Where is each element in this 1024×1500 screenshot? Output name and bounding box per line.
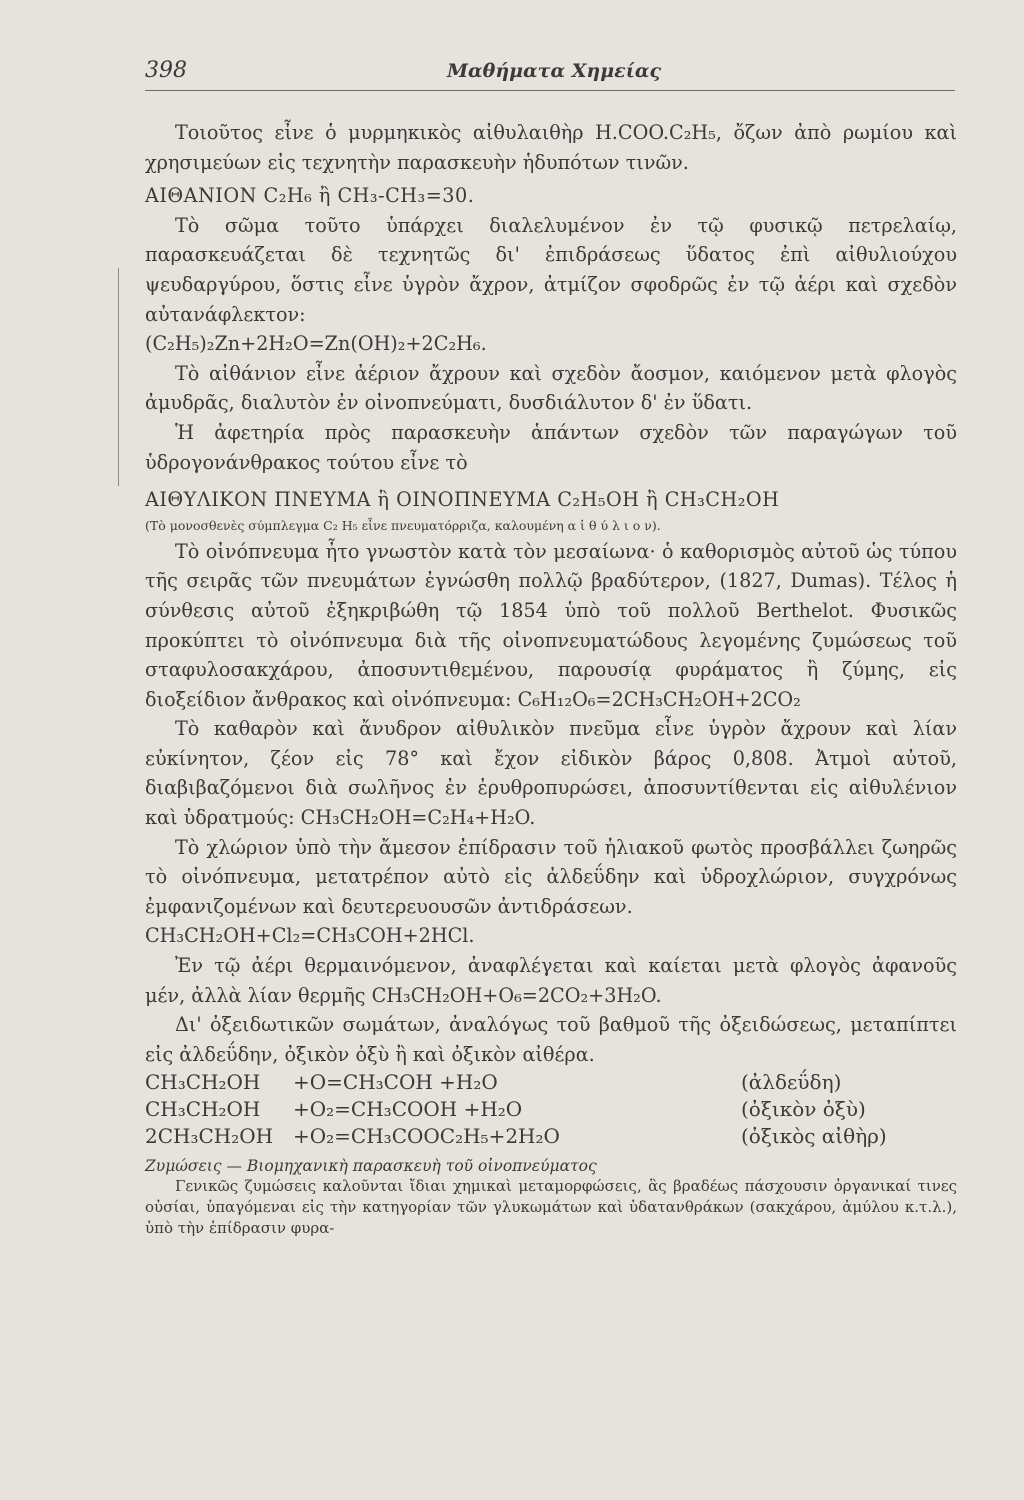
paragraph-ethane-preparation: Τὸ σῶμα τοῦτο ὑπάρχει διαλελυμένον ἐν τῷ φυσικῷ πετρελαίῳ, παρασκευάζεται δὲ τεχνητῶς δι' ἐπιδράσεως ὕδατος ἐπὶ αἰθυλιούχου ψευδαργύρου, ὅστις εἶνε ὑγρὸν ἄχρον, ἀτμίζον σφοδρῶς ἐν τῷ ἀέρι καὶ σχεδὸν αὐτανάφλεκτον: [145, 213, 957, 326]
page-header [145, 58, 955, 91]
reaction-product-name: (ἀλδεΰδη) [741, 1070, 842, 1095]
paragraph-ethane-properties: Τὸ αἰθάνιον εἶνε ἀέριον ἄχρουν καὶ σχεδὸν ἄοσμον, καιόμενον μετὰ φλογὸς ἀμυδρᾶς, διαλυτὸν ἐν οἰνοπνεύματι, δυσδιάλυτον δ' ἐν ὕδατι. [145, 361, 957, 415]
reaction-line [145, 1096, 957, 1123]
reaction-reactant: CH₃CH₂OH [145, 1097, 261, 1122]
heading-ethanol: ΑΙΘΥΛΙΚΟΝ ΠΝΕΥΜΑ ἢ ΟΙΝΟΠΝΕΥΜΑ C₂H₅OH ἢ CH₃CH₂OH [145, 488, 780, 512]
equation-ethane: (C₂H₅)₂Zn+2H₂O=Zn(OH)₂+2C₂H₆. [145, 332, 487, 356]
reaction-products: +O₂=CH₃COOC₂H₅+2H₂O [293, 1124, 560, 1149]
page-number: 398 [145, 58, 187, 83]
margin-mark [118, 268, 119, 486]
section-subheading-fermentation: Ζυμώσεις — Βιομηχανικὴ παρασκευὴ τοῦ οἰνοπνεύματος [145, 1157, 597, 1176]
reaction-product-name: (ὀξικὸς αἰθὴρ) [741, 1124, 887, 1149]
running-title: Μαθήματα Χημείας [447, 60, 662, 82]
paragraph-ethanol-properties: Τὸ καθαρὸν καὶ ἄνυδρον αἰθυλικὸν πνεῦμα εἶνε ὑγρὸν ἄχρουν καὶ λίαν εὐκίνητον, ζέον εἰς 78° καὶ ἔχον εἰδικὸν βάρος 0,808. Ἀτμοὶ αὐτοῦ, διαβιβαζόμενοι διὰ σωλῆνος ἐν ἐρυθροπυρώσει, ἀποσυντίθενται εἰς αἰθυλένιον καὶ ὑδρατμούς: CH₃CH₂OH=C₂H₄+H₂O. [145, 717, 957, 830]
paragraph-derivatives: Ἡ ἀφετηρία πρὸς παρασκευὴν ἁπάντων σχεδὸν τῶν παραγώγων τοῦ ὑδρογονάνθρακος τούτου εἶνε τὸ [145, 420, 957, 474]
reaction-products: +O₂=CH₃COOH +H₂O [293, 1097, 523, 1122]
page-body [145, 118, 957, 1239]
reaction-reactant: CH₃CH₂OH [145, 1070, 261, 1095]
paragraph-formic-ester: Τοιοῦτος εἶνε ὁ μυρμηκικὸς αἰθυλαιθὴρ H.COO.C₂H₅, ὄζων ἀπὸ ρωμίου καὶ χρησιμεύων εἰς τεχνητὴν παρασκευὴν ἡδυπότων τινῶν. [145, 121, 957, 174]
reaction-products: +O=CH₃COH +H₂O [293, 1070, 498, 1095]
reaction-line [145, 1123, 957, 1150]
reaction-line [145, 1069, 957, 1096]
paragraph-combustion: Ἐν τῷ ἀέρι θερμαινόμενον, ἀναφλέγεται καὶ καίεται μετὰ φλογὸς ἀφανοῦς μέν, ἀλλὰ λίαν θερμῆς CH₃CH₂OH+O₆=2CO₂+3H₂O. [145, 954, 957, 1007]
note-ethyl-radical: (Τὸ μονοσθενὲς σύμπλεγμα C₂ H₅ εἶνε πνευματόρριζα, καλουμένη α ἰ θ ύ λ ι ο ν). [145, 517, 661, 533]
paragraph-chlorine: Τὸ χλώριον ὑπὸ τὴν ἄμεσον ἐπίδρασιν τοῦ ἡλιακοῦ φωτὸς προσβάλλει ζωηρῶς τὸ οἰνόπνευμα, μετατρέπον αὐτὸ εἰς ἀλδεΰδην καὶ ὑδροχλώριον, συγχρόνως ἐμφανιζομένων καὶ δευτερευουσῶν ἀντιδράσεων. [145, 835, 957, 918]
paragraph-ethanol-history: Τὸ οἰνόπνευμα ἦτο γνωστὸν κατὰ τὸν μεσαίωνα· ὁ καθορισμὸς αὐτοῦ ὡς τύπου τῆς σειρᾶς τῶν πνευμάτων ἐγνώσθη πολλῷ βραδύτερον, (1827, Dumas). Τέλος ἡ σύνθεσις αὐτοῦ ἐξηκριβώθη τῷ 1854 ὑπὸ τοῦ πολλοῦ Berthelot. Φυσικῶς προκύπτει τὸ οἰνόπνευμα διὰ τῆς οἰνοπνευματώδους λεγομένης ζυμώσεως τοῦ σταφυλοσακχάρου, ἀποσυντιθεμένου, παρουσίᾳ φυράματος ἢ ζύμης, εἰς διοξείδιον ἄνθρακος καὶ οἰνόπνευμα: C₆H₁₂O₆=2CH₃CH₂OH+2CO₂ [145, 539, 957, 711]
paragraph-oxidation: Δι' ὀξειδωτικῶν σωμάτων, ἀναλόγως τοῦ βαθμοῦ τῆς ὀξειδώσεως, μεταπίπτει εἰς ἀλδεΰδην, ὀξικὸν ὀξὺ ἢ καὶ ὀξικὸν αἰθέρα. [145, 1013, 957, 1066]
reaction-product-name: (ὀξικὸν ὀξὺ) [741, 1097, 866, 1122]
heading-ethane: ΑΙΘΑΝΙΟΝ C₂H₆ ἢ CH₃-CH₃=30. [145, 184, 475, 208]
paragraph-fermentation: Γενικῶς ζυμώσεις καλοῦνται ἴδιαι χημικαὶ μεταμορφώσεις, ἃς βραδέως πάσχουσιν ὀργανικαί τινες οὐσίαι, ὑπαγόμεναι εἰς τὴν κατηγορίαν τῶν γλυκωμάτων καὶ ὑδατανθράκων (σακχάρου, ἀμύλου κ.τ.λ.), ὑπὸ τὴν ἐπίδρασιν φυρα- [145, 1177, 957, 1238]
reaction-reactant: 2CH₃CH₂OH [145, 1124, 274, 1149]
equation-chlorination: CH₃CH₂OH+Cl₂=CH₃COH+2HCl. [145, 924, 475, 948]
